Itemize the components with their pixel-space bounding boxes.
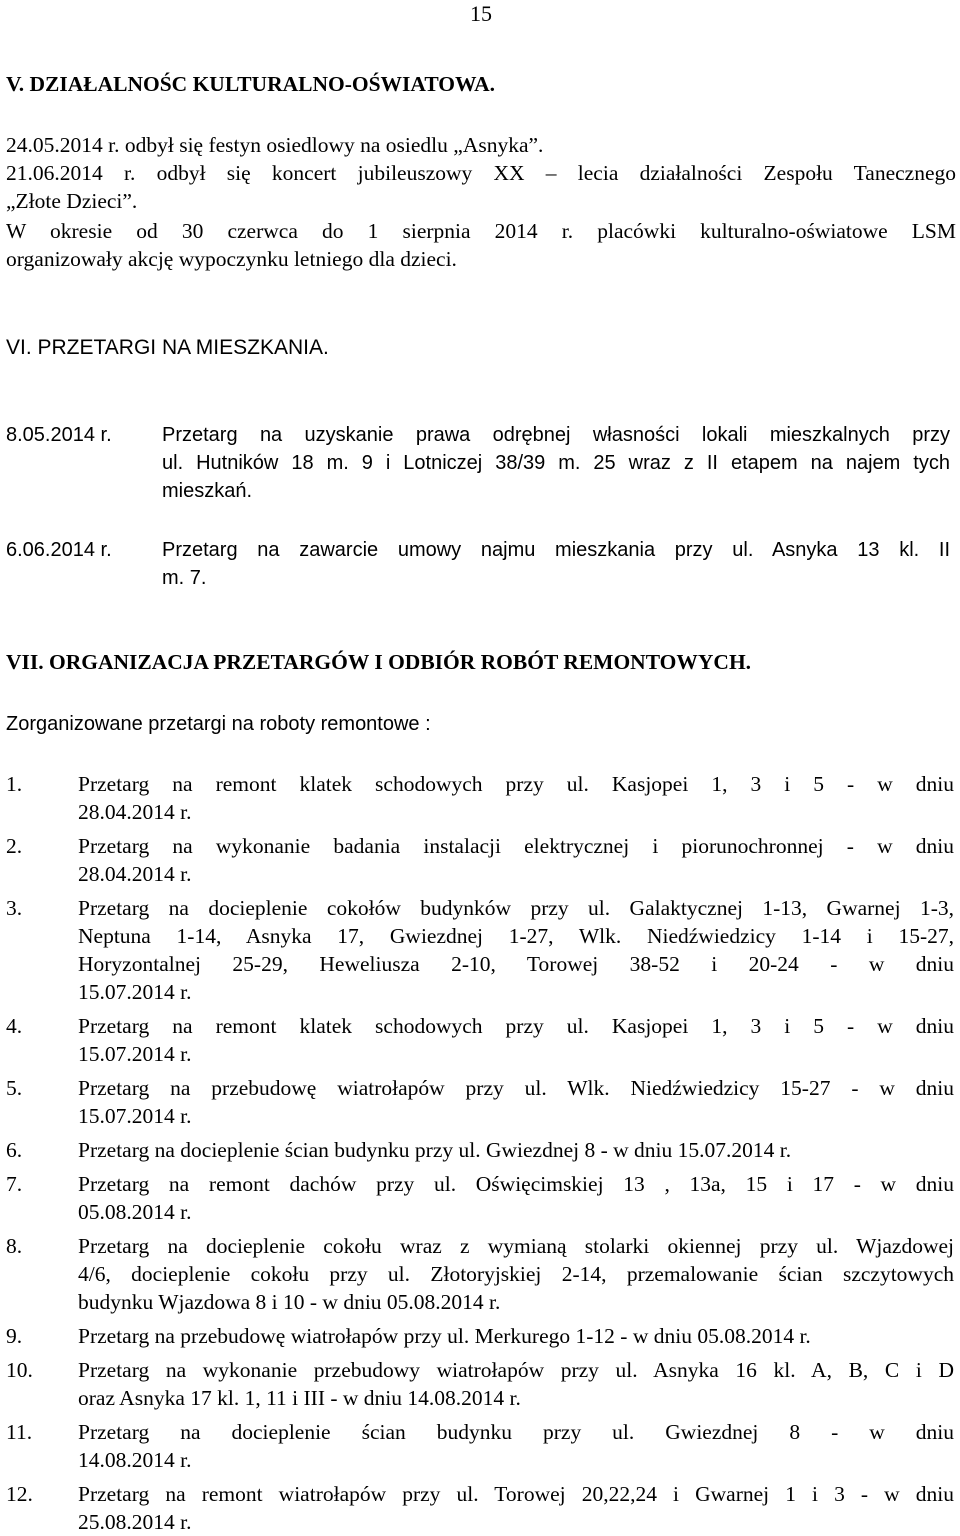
list-item (6, 1480, 956, 1536)
tender-description-line: Przetarg na zawarcie umowy najmu mieszkania przy ul. Asnyka 13 kl. II (162, 539, 950, 561)
list-item-line: 25.08.2014 r. (78, 1510, 192, 1534)
list-item-line: Przetarg na przebudowę wiatrołapów przy ul. Merkurego 1-12 - w dniu 05.08.2014 r. (78, 1324, 811, 1348)
section-5-line: W okresie od 30 czerwca do 1 sierpnia 2014 r. placówki kulturalno-oświatowe LSM (6, 219, 956, 243)
list-item-line: Przetarg na docieplenie cokołu wraz z wymianą stolarki okiennej przy ul. Wjazdowej (78, 1234, 954, 1258)
list-item (6, 1322, 956, 1350)
list-item-line: oraz Asnyka 17 kl. 1, 11 i III - w dniu 14.08.2014 r. (78, 1386, 521, 1410)
list-item-line: Przetarg na remont klatek schodowych przy ul. Kasjopei 1, 3 i 5 - w dniu (78, 772, 954, 796)
list-item-line: budynku Wjazdowa 8 i 10 - w dniu 05.08.2014 r. (78, 1290, 501, 1314)
list-item-number: 2. (6, 834, 23, 858)
page-number: 15 (470, 1, 492, 26)
section-5-line: 21.06.2014 r. odbył się koncert jubileuszowy XX – lecia działalności Zespołu Tanecznego (6, 161, 956, 185)
tender-description-line: Przetarg na uzyskanie prawa odrębnej własności lokali mieszkalnych przy (162, 424, 950, 446)
list-item-line: Przetarg na remont klatek schodowych przy ul. Kasjopei 1, 3 i 5 - w dniu (78, 1014, 954, 1038)
list-item-line: Przetarg na wykonanie przebudowy wiatrołapów przy ul. Asnyka 16 kl. A, B, C i D (78, 1358, 954, 1382)
list-item (6, 1136, 956, 1164)
section-7-heading: VII. ORGANIZACJA PRZETARGÓW I ODBIÓR ROBÓT REMONTOWYCH. (6, 650, 752, 674)
list-item-line: 4/6, docieplenie cokołu przy ul. Złotoryjskiej 2-14, przemalowanie ścian szczytowych (78, 1262, 954, 1286)
list-item-number: 5. (6, 1076, 23, 1100)
list-item-line: Przetarg na wykonanie badania instalacji elektrycznej i piorunochronnej - w dniu (78, 834, 954, 858)
list-item-number: 9. (6, 1324, 23, 1348)
list-item-number: 1. (6, 772, 23, 796)
list-item-line: 15.07.2014 r. (78, 1042, 192, 1066)
tender-date: 6.06.2014 r. (6, 539, 112, 561)
list-item-line: Przetarg na docieplenie cokołów budynków przy ul. Galaktycznej 1-13, Gwarnej 1-3, (78, 896, 954, 920)
list-item-line: Horyzontalnej 25-29, Heweliusza 2-10, Torowej 38-52 i 20-24 - w dniu (78, 952, 954, 976)
list-item (6, 832, 956, 888)
list-item (6, 1418, 956, 1474)
list-item (6, 894, 956, 1006)
list-item-line: Przetarg na przebudowę wiatrołapów przy ul. Wlk. Niedźwiedzicy 15-27 - w dniu (78, 1076, 954, 1100)
tender-description-line: m. 7. (162, 567, 207, 589)
tender-description-line: ul. Hutników 18 m. 9 i Lotniczej 38/39 m. 25 wraz z II etapem na najem tych (162, 452, 950, 474)
list-item-number: 8. (6, 1234, 23, 1258)
list-item (6, 1012, 956, 1068)
list-item-line: Przetarg na remont wiatrołapów przy ul. Torowej 20,22,24 i Gwarnej 1 i 3 - w dniu (78, 1482, 954, 1506)
list-item-line: 14.08.2014 r. (78, 1448, 192, 1472)
list-item-line: Przetarg na remont dachów przy ul. Oświęcimskiej 13 , 13a, 15 i 17 - w dniu (78, 1172, 954, 1196)
list-item-number: 4. (6, 1014, 23, 1038)
list-item (6, 1356, 956, 1412)
list-item-number: 6. (6, 1138, 23, 1162)
section-5-line: 24.05.2014 r. odbył się festyn osiedlowy na osiedlu „Asnyka”. (6, 133, 544, 157)
list-item-number: 11. (6, 1420, 33, 1444)
list-item-number: 3. (6, 896, 23, 920)
list-item (6, 1074, 956, 1130)
list-item-number: 12. (6, 1482, 33, 1506)
list-item-number: 10. (6, 1358, 33, 1382)
section-7-subheading: Zorganizowane przetargi na roboty remontowe : (6, 713, 431, 735)
section-5-heading: V. DZIAŁALNOŚC KULTURALNO-OŚWIATOWA. (6, 72, 496, 96)
section-5-line: „Złote Dzieci”. (6, 189, 138, 213)
list-item-line: Przetarg na docieplenie ścian budynku przy ul. Gwiezdnej 8 - w dniu 15.07.2014 r. (78, 1138, 792, 1162)
list-item (6, 1232, 956, 1316)
list-item-line: 28.04.2014 r. (78, 862, 192, 886)
section-5-line: organizowały akcję wypoczynku letniego dla dzieci. (6, 247, 457, 271)
list-item (6, 1170, 956, 1226)
section-6-heading: VI. PRZETARGI NA MIESZKANIA. (6, 336, 329, 359)
list-item (6, 770, 956, 826)
list-item-line: 28.04.2014 r. (78, 800, 192, 824)
list-item-line: Neptuna 1-14, Asnyka 17, Gwiezdnej 1-27, Wlk. Niedźwiedzicy 1-14 i 15-27, (78, 924, 954, 948)
list-item-line: 05.08.2014 r. (78, 1200, 192, 1224)
tender-list (6, 770, 956, 1536)
tender-description (162, 421, 950, 505)
list-item-line: 15.07.2014 r. (78, 1104, 192, 1128)
tender-description (162, 536, 950, 592)
tender-description-line: mieszkań. (162, 480, 253, 502)
tender-date: 8.05.2014 r. (6, 424, 112, 446)
list-item-number: 7. (6, 1172, 23, 1196)
list-item-line: Przetarg na docieplenie ścian budynku przy ul. Gwiezdnej 8 - w dniu (78, 1420, 954, 1444)
list-item-line: 15.07.2014 r. (78, 980, 192, 1004)
